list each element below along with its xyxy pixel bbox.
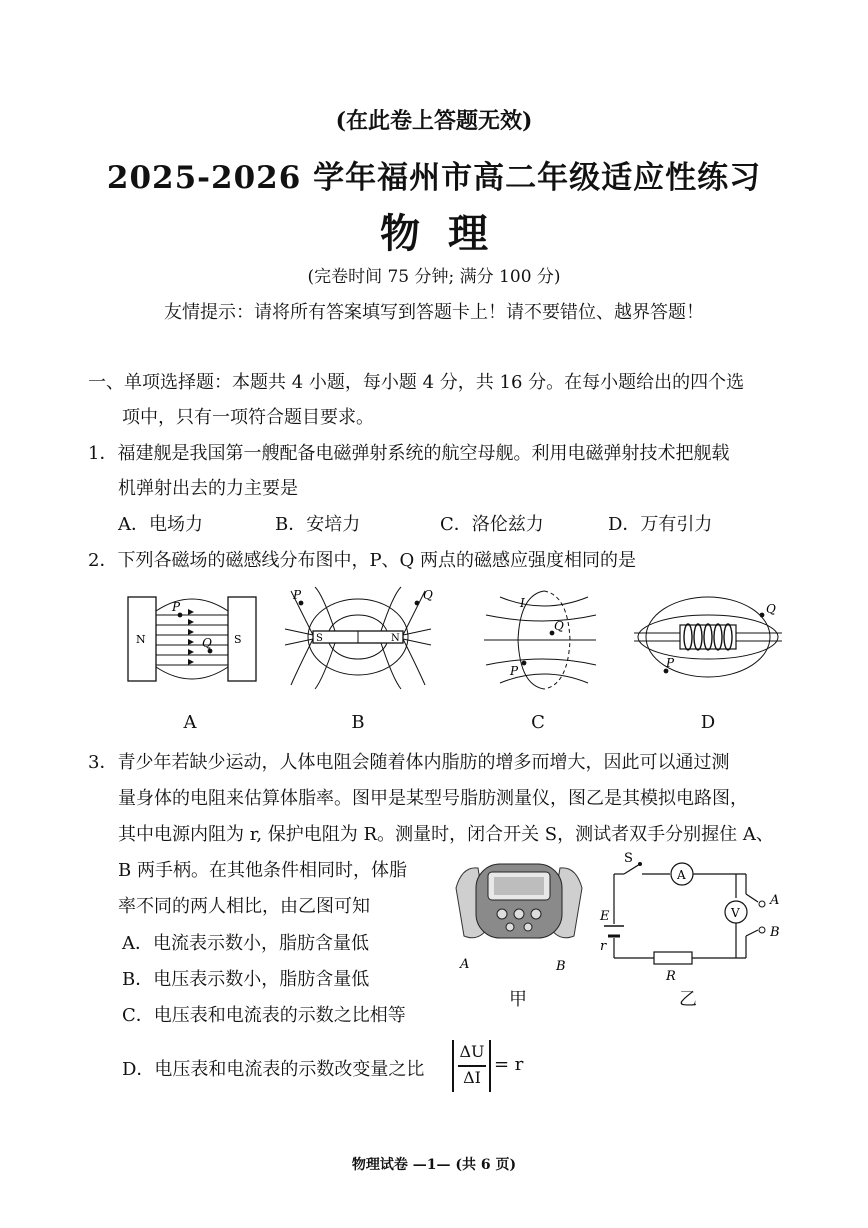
page-footer: 物理试卷 —1— (共 6 页) — [351, 1157, 517, 1173]
q2-stem: 2．下列各磁场的磁感线分布图中，P、Q 两点的磁感应强度相同的是 — [88, 550, 637, 571]
circuit-diagram — [598, 850, 798, 985]
q1-option-d: D．万有引力 — [608, 514, 713, 535]
fat-meter-device-image — [448, 858, 590, 973]
q3-formula — [452, 1040, 532, 1092]
q1-stem-line1: 1．福建舰是我国第一艘配备电磁弹射系统的航空母舰。利用电磁弹射技术把舰载 — [88, 443, 730, 464]
terminal-b-label: B — [770, 925, 780, 940]
emf-label: E — [600, 909, 610, 924]
fig-yi-label: 乙 — [679, 989, 697, 1010]
q3-option-a: A．电流表示数小，脂肪含量低 — [122, 933, 369, 954]
point-p-label: P — [172, 600, 181, 614]
subject-title: 物理 — [380, 210, 516, 257]
q2-figure-d — [630, 585, 785, 695]
q2-figure-c — [480, 585, 600, 695]
svg-text:Q: Q — [423, 588, 433, 602]
q1-option-c: C．洛伦兹力 — [440, 514, 544, 535]
fig-jia-label: 甲 — [509, 989, 527, 1010]
q2-label-c: C — [531, 712, 545, 733]
q3-stem-line4: B 两手柄。在其他条件相同时，体脂 — [118, 860, 407, 881]
formula-numerator: ΔU — [459, 1042, 485, 1061]
formula-denominator: ΔI — [463, 1068, 481, 1087]
voltmeter-label: V — [731, 906, 740, 920]
svg-text:P: P — [666, 656, 675, 670]
q3-stem-line3: 其中电源内阻为 r, 保护电阻为 R。测量时，闭合开关 S，测试者双手分别握住 A、 — [118, 824, 774, 845]
q3-option-c: C．电压表和电流表的示数之比相等 — [122, 1005, 406, 1026]
q3-stem-line1: 3．青少年若缺少运动，人体电阻会随着体内脂肪的增多而增大，因此可以通过测 — [88, 752, 730, 773]
south-pole-label: S — [234, 633, 242, 646]
q2-label-d: D — [700, 712, 716, 733]
formula-rhs: = r — [494, 1054, 524, 1075]
svg-text:Q: Q — [554, 619, 564, 633]
handle-b-label: B — [556, 959, 566, 973]
section1-heading-line2: 项中，只有一项符合题目要求。 — [122, 407, 374, 428]
svg-text:P: P — [510, 664, 519, 678]
q3-option-d: D．电压表和电流表的示数改变量之比 — [122, 1059, 425, 1080]
q3-stem-line5: 率不同的两人相比，由乙图可知 — [118, 896, 370, 917]
q1-option-a: A．电场力 — [118, 514, 203, 535]
q2-figure-a — [118, 585, 263, 695]
internal-resistance-label: r — [600, 939, 607, 954]
q2-label-a: A — [183, 712, 197, 733]
exam-time: (完卷时间 75 分钟; 满分 100 分) — [307, 267, 561, 287]
svg-text:Q: Q — [766, 602, 776, 616]
q2-label-b: B — [351, 712, 365, 733]
exam-title: 2025-2026 学年福州市高二年级适应性练习 — [106, 160, 762, 196]
handle-a-label: A — [460, 957, 470, 972]
section1-heading-line1: 一、单项选择题：本题共 4 小题，每小题 4 分，共 16 分。在每小题给出的四个选 — [88, 372, 745, 393]
point-q-label: Q — [202, 636, 212, 650]
q2-figure-b — [283, 585, 433, 695]
switch-s-label: S — [624, 851, 633, 866]
terminal-a-label: A — [770, 893, 780, 908]
q3-stem-line2: 量身体的电阻来估算体脂率。图甲是某型号脂肪测量仪，图乙是其模拟电路图， — [118, 788, 748, 809]
q1-option-b: B．安培力 — [275, 514, 361, 535]
q3-option-b: B．电压表示数小，脂肪含量低 — [122, 969, 370, 990]
svg-text:P: P — [293, 588, 302, 602]
resistor-label: R — [666, 969, 676, 984]
current-i-label: I — [520, 596, 525, 610]
north-pole-label: N — [136, 633, 146, 646]
invalid-answer-notice: (在此卷上答题无效) — [335, 108, 533, 134]
q1-stem-line2: 机弹射出去的力主要是 — [118, 478, 298, 499]
bar-magnet-s-label: S — [316, 633, 323, 644]
bar-magnet-n-label: N — [391, 633, 400, 644]
ammeter-label: A — [677, 868, 686, 882]
friendly-tip: 友情提示：请将所有答案填写到答题卡上！请不要错位、越界答题！ — [164, 302, 704, 323]
